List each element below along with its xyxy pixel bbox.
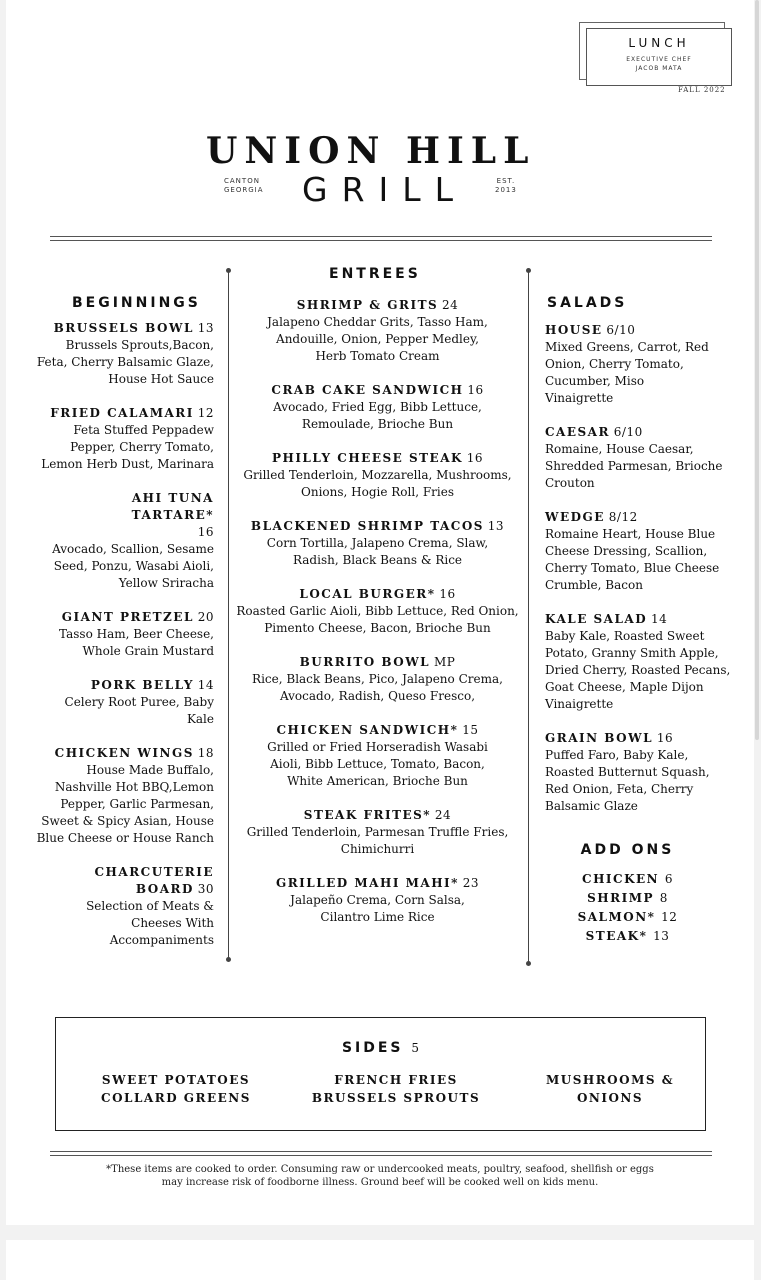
menu-item — [545, 509, 737, 594]
item-description: Grilled or Fried Horseradish Wasabi Aioli, Bibb Lettuce, Tomato, Bacon, White American, Brioche Bun — [267, 740, 488, 788]
item-description: Jalapeño Crema, Corn Salsa, Cilantro Lime Rice — [290, 893, 465, 924]
est-label: EST. — [496, 177, 516, 185]
addon-name: STEAK* — [585, 929, 648, 943]
item-price: 30 — [197, 882, 214, 896]
item-description: Grilled Tenderloin, Parmesan Truffle Fries, Chimichurri — [246, 825, 509, 856]
column-divider — [228, 270, 229, 960]
item-description: Romaine, House Caesar, Shredded Parmesan, Brioche Crouton — [545, 442, 723, 490]
item-name: PHILLY CHEESE STEAK — [271, 451, 463, 465]
item-name: CHICKEN SANDWICH* — [276, 723, 459, 737]
item-description: Baby Kale, Roasted Sweet Potato, Granny Smith Apple, Dried Cherry, Roasted Pecans, Goat Cheese, Maple Dijon Vinaigrette — [545, 629, 731, 711]
addon-item — [555, 889, 700, 908]
menu-item — [34, 864, 214, 949]
item-description: Feta Stuffed Peppadew Pepper, Cherry Tomato, Lemon Herb Dust, Marinara — [41, 423, 214, 471]
item-description: Mixed Greens, Carrot, Red Onion, Cherry Tomato, Cucumber, Miso Vinaigrette — [545, 340, 709, 405]
item-price: MP — [433, 655, 456, 669]
item-price: 13 — [197, 321, 214, 335]
item-description: Brussels Sprouts,Bacon, Feta, Cherry Balsamic Glaze, House Hot Sauce — [36, 338, 214, 386]
menu-item — [236, 382, 519, 433]
item-name: BURRITO BOWL — [299, 655, 431, 669]
item-price: 6/10 — [613, 425, 643, 439]
menu-item — [236, 518, 519, 569]
sides-column — [534, 1071, 686, 1107]
entrees-heading: ENTREES — [329, 266, 421, 282]
menu-item — [34, 677, 214, 728]
item-price: 8/12 — [608, 510, 638, 524]
item-name: GRAIN BOWL — [545, 731, 654, 745]
meal-title: LUNCH — [628, 36, 690, 50]
item-price: 18 — [197, 746, 214, 760]
addons-section — [555, 842, 700, 946]
side-item: COLLARD GREENS — [101, 1091, 251, 1105]
menu-item — [236, 722, 519, 790]
beginnings-column — [34, 320, 214, 966]
side-item: BRUSSELS SPROUTS — [311, 1091, 481, 1105]
sides-heading — [56, 1040, 705, 1056]
item-description: Celery Root Puree, Baby Kale — [64, 695, 214, 726]
item-name: CRAB CAKE SANDWICH — [271, 383, 464, 397]
menu-item — [34, 320, 214, 388]
salads-heading: SALADS — [547, 295, 628, 311]
entrees-column — [236, 297, 519, 943]
divider — [50, 240, 712, 241]
disclaimer-line: may increase risk of foodborne illness. Ground beef will be cooked well on kids menu. — [161, 1177, 599, 1188]
item-name: FRIED CALAMARI — [50, 406, 194, 420]
scrollbar[interactable] — [755, 0, 759, 740]
restaurant-subname: GRILL — [302, 170, 468, 209]
addon-price: 6 — [664, 872, 673, 886]
item-price: 14 — [650, 612, 668, 626]
item-price: 12 — [197, 406, 214, 420]
item-name: AHI TUNA TARTARE* — [131, 491, 214, 522]
divider — [50, 236, 712, 237]
season-label: FALL 2022 — [678, 86, 726, 94]
addon-name: SHRIMP — [587, 891, 655, 905]
side-item: FRENCH FRIES — [334, 1073, 458, 1087]
item-description: House Made Buffalo, Nashville Hot BBQ,Lemon Pepper, Garlic Parmesan, Sweet & Spicy Asian, House Blue Cheese or House Ranch — [36, 763, 214, 845]
item-name: SHRIMP & GRITS — [296, 298, 439, 312]
item-name: STEAK FRITES* — [303, 808, 432, 822]
lunch-badge — [586, 28, 732, 86]
menu-item — [34, 405, 214, 473]
divider — [50, 1155, 712, 1156]
addon-item — [555, 870, 700, 889]
column-divider — [528, 270, 529, 964]
addon-item — [555, 927, 700, 946]
salads-column — [545, 322, 737, 832]
item-name: GRILLED MAHI MAHI* — [275, 876, 459, 890]
item-price: 13 — [487, 519, 505, 533]
addon-name: CHICKEN — [582, 872, 660, 886]
item-price: 16 — [466, 451, 484, 465]
item-description: Avocado, Scallion, Sesame Seed, Ponzu, Wasabi Aioli, Yellow Sriracha — [52, 542, 214, 590]
item-description: Roasted Garlic Aioli, Bibb Lettuce, Red Onion, Pimento Cheese, Bacon, Brioche Bun — [236, 604, 519, 635]
item-description: Rice, Black Beans, Pico, Jalapeno Crema, Avocado, Radish, Queso Fresco, — [252, 672, 503, 703]
established — [495, 177, 517, 195]
item-price: 16 — [439, 587, 456, 601]
food-safety-disclaimer — [80, 1163, 680, 1189]
item-name: KALE SALAD — [545, 612, 648, 626]
item-name: CHICKEN WINGS — [54, 746, 194, 760]
item-name: CHARCUTERIE BOARD — [94, 865, 214, 896]
menu-item — [236, 586, 519, 637]
item-price: 15 — [462, 723, 479, 737]
sides-column — [301, 1071, 491, 1107]
item-description: Puffed Faro, Baby Kale, Roasted Butternut Squash, Red Onion, Feta, Cherry Balsamic Glaze — [545, 748, 710, 813]
menu-item — [236, 807, 519, 858]
menu-item — [34, 609, 214, 660]
item-price: 20 — [197, 610, 214, 624]
next-page — [6, 1240, 754, 1280]
item-price: 23 — [462, 876, 480, 890]
item-name: LOCAL BURGER* — [299, 587, 436, 601]
side-item: SWEET POTATOES — [101, 1073, 251, 1087]
sides-price: 5 — [411, 1041, 420, 1055]
menu-item — [34, 490, 214, 592]
city: CANTON — [224, 177, 260, 185]
item-price: 16 — [656, 731, 674, 745]
item-description: Tasso Ham, Beer Cheese, Whole Grain Mustard — [59, 627, 214, 658]
addon-price: 8 — [659, 891, 668, 905]
item-name: CAESAR — [545, 425, 610, 439]
item-name: PORK BELLY — [90, 678, 194, 692]
menu-item — [34, 745, 214, 847]
beginnings-heading: BEGINNINGS — [72, 295, 201, 311]
item-name: HOUSE — [545, 323, 603, 337]
item-price: 16 — [467, 383, 484, 397]
item-price: 24 — [442, 298, 459, 312]
menu-item — [236, 297, 519, 365]
addon-name: SALMON* — [577, 910, 656, 924]
location — [224, 177, 264, 195]
item-name: BRUSSELS BOWL — [53, 321, 194, 335]
sides-title: SIDES — [341, 1040, 404, 1056]
sides-box — [55, 1017, 706, 1131]
menu-item — [236, 875, 519, 926]
item-description: Jalapeno Cheddar Grits, Tasso Ham, Andouille, Onion, Pepper Medley, Herb Tomato Cream — [267, 315, 488, 363]
addon-price: 12 — [661, 910, 678, 924]
addons-heading: ADD ONS — [580, 842, 675, 858]
restaurant-name: UNION HILL — [206, 130, 536, 172]
item-price: 24 — [434, 808, 452, 822]
side-item: MUSHROOMS & — [545, 1073, 675, 1087]
item-description: Grilled Tenderloin, Mozzarella, Mushrooms, Onions, Hogie Roll, Fries — [243, 468, 512, 499]
est-year: 2013 — [495, 186, 517, 194]
sides-column — [96, 1071, 256, 1107]
chef-name: JACOB MATA — [635, 65, 683, 72]
disclaimer-line: *These items are cooked to order. Consuming raw or undercooked meats, poultry, seafood, shellfish or eggs — [106, 1164, 654, 1175]
item-name: GIANT PRETZEL — [61, 610, 194, 624]
item-price: 16 — [197, 525, 214, 539]
menu-item — [545, 730, 737, 815]
item-description: Selection of Meats & Cheeses With Accompaniments — [86, 899, 214, 947]
state: GEORGIA — [224, 186, 264, 194]
divider — [50, 1151, 712, 1152]
item-description: Avocado, Fried Egg, Bibb Lettuce, Remoulade, Brioche Bun — [273, 400, 482, 431]
chef-title: EXECUTIVE CHEF — [626, 56, 692, 63]
menu-item — [236, 654, 519, 705]
menu-item — [545, 424, 737, 492]
addon-price: 13 — [653, 929, 670, 943]
item-name: BLACKENED SHRIMP TACOS — [250, 519, 484, 533]
item-description: Romaine Heart, House Blue Cheese Dressing, Scallion, Cherry Tomato, Blue Cheese Crumble, Bacon — [545, 527, 720, 592]
item-price: 14 — [197, 678, 214, 692]
side-item: ONIONS — [576, 1091, 644, 1105]
item-name: WEDGE — [545, 510, 605, 524]
menu-item — [236, 450, 519, 501]
menu-item — [545, 322, 737, 407]
item-price: 6/10 — [606, 323, 636, 337]
addon-item — [555, 908, 700, 927]
item-description: Corn Tortilla, Jalapeno Crema, Slaw, Radish, Black Beans & Rice — [266, 536, 489, 567]
chef-credit — [587, 55, 731, 73]
menu-item — [545, 611, 737, 713]
